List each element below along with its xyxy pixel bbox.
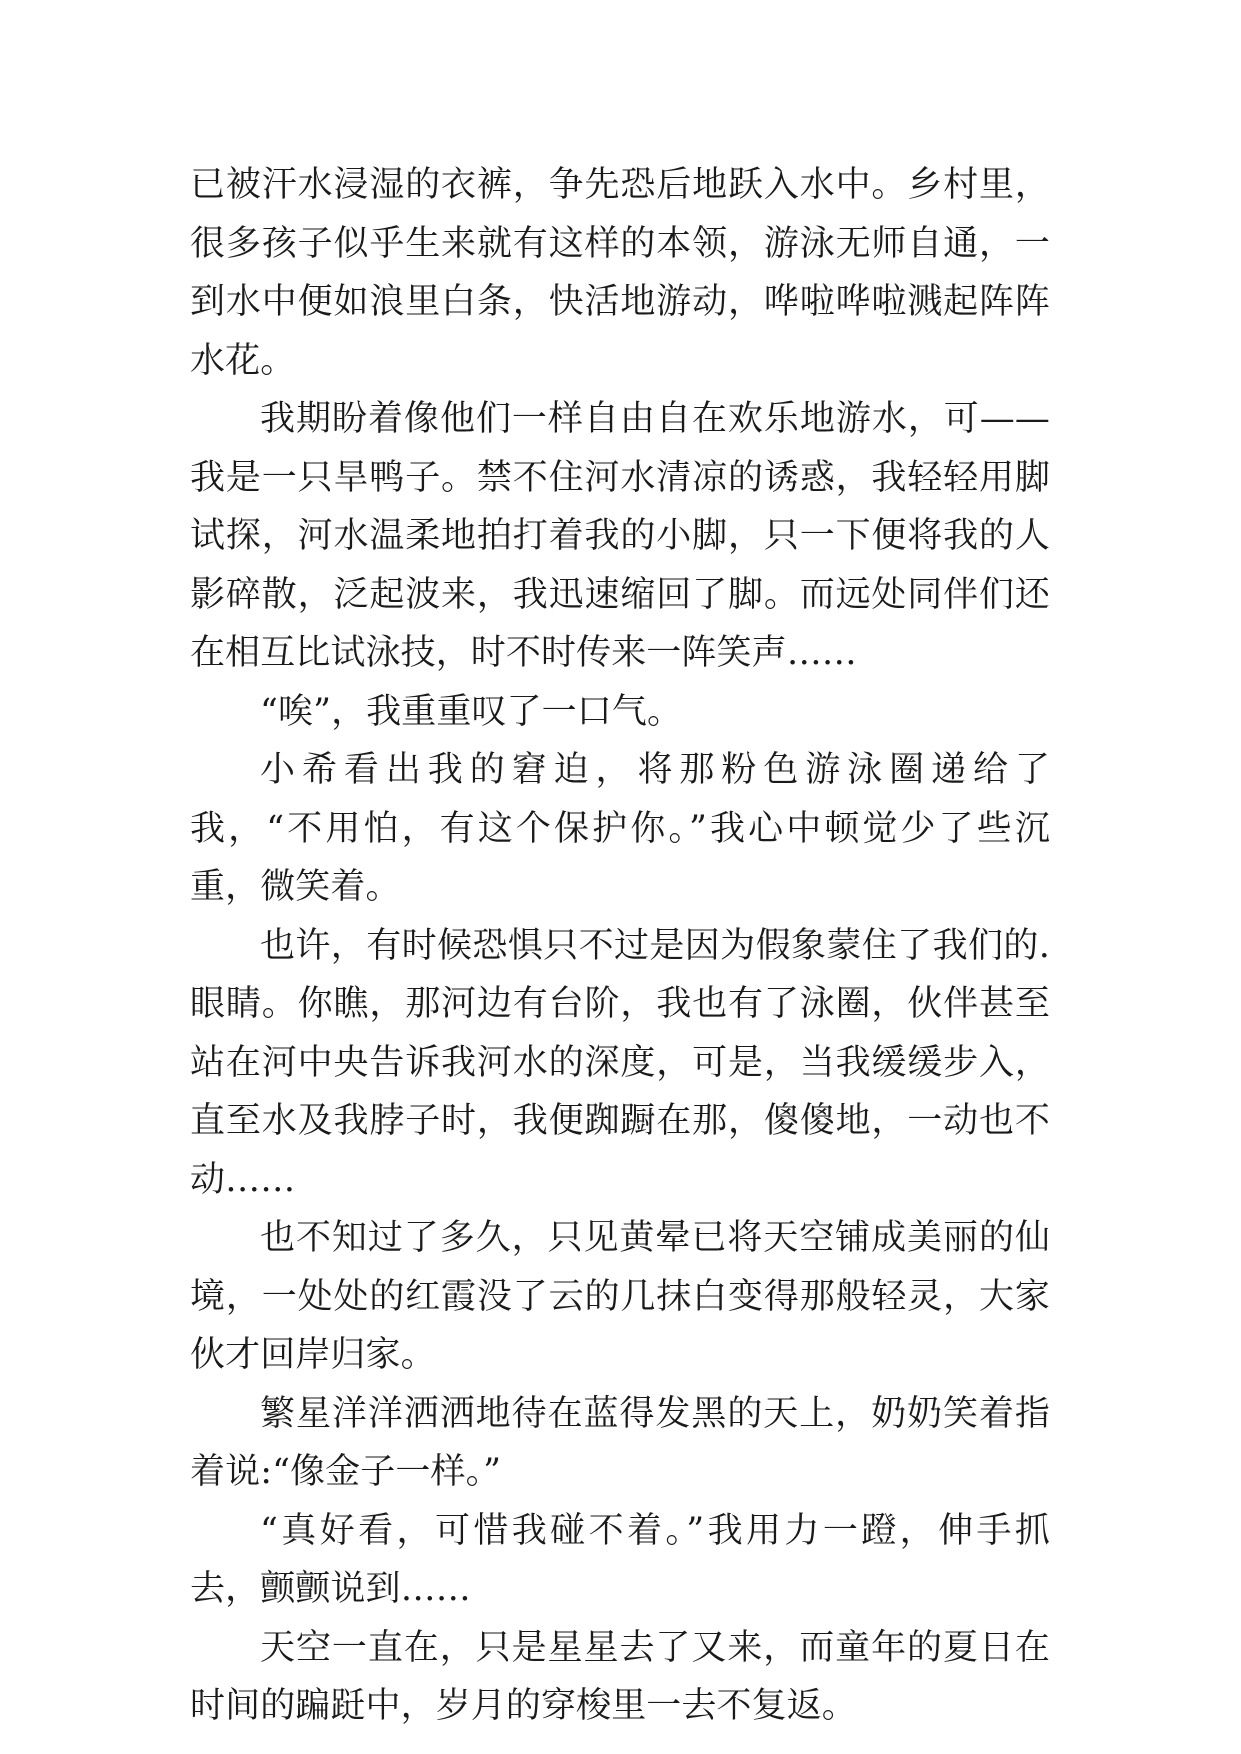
paragraph: “真好看，可惜我碰不着。”我用力一蹬，伸手抓去，颤颤说到……	[190, 1510, 1050, 1609]
paragraph: 繁星洋洋洒洒地待在蓝得发黑的天上，奶奶笑着指着说:“像金子一样。”	[190, 1393, 1050, 1492]
body-text	[190, 156, 1050, 1736]
paragraph: 我期盼着像他们一样自由自在欢乐地游水，可——我是一只旱鸭子。禁不住河水清凉的诱惑，我轻轻用脚试探，河水温柔地拍打着我的小脚，只一下便将我的人影碎散，泛起波来，我迅速缩回了脚。而远处同伴们还在相互比试泳技，时不时传来一阵笑声……	[190, 399, 1050, 673]
paragraph: 也许，有时候恐惧只不过是因为假象蒙住了我们的.眼睛。你瞧，那河边有台阶，我也有了泳圈，伙伴甚至站在河中央告诉我河水的深度，可是，当我缓缓步入，直至水及我脖子时，我便踟蹰在那，傻傻地，一动也不动……	[190, 925, 1050, 1200]
paragraph: “唉”，我重重叹了一口气。	[260, 691, 683, 732]
paragraph: 也不知过了多久，只见黄晕已将天空铺成美丽的仙境，一处处的红霞没了云的几抹白变得那般轻灵，大家伙才回岸归家。	[190, 1218, 1050, 1375]
paragraph: 天空一直在，只是星星去了又来，而童年的夏日在时间的蹁跹中，岁月的穿梭里一去不复返。	[190, 1627, 1050, 1726]
paragraph: 小希看出我的窘迫，将那粉色游泳圈递给了我，“不用怕，有这个保护你。”我心中顿觉少了些沉重，微笑着。	[190, 750, 1050, 907]
paragraph: 已被汗水浸湿的衣裤，争先恐后地跃入水中。乡村里，很多孩子似乎生来就有这样的本领，游泳无师自通，一到水中便如浪里白条，快活地游动，哗啦哗啦溅起阵阵水花。	[190, 165, 1050, 381]
